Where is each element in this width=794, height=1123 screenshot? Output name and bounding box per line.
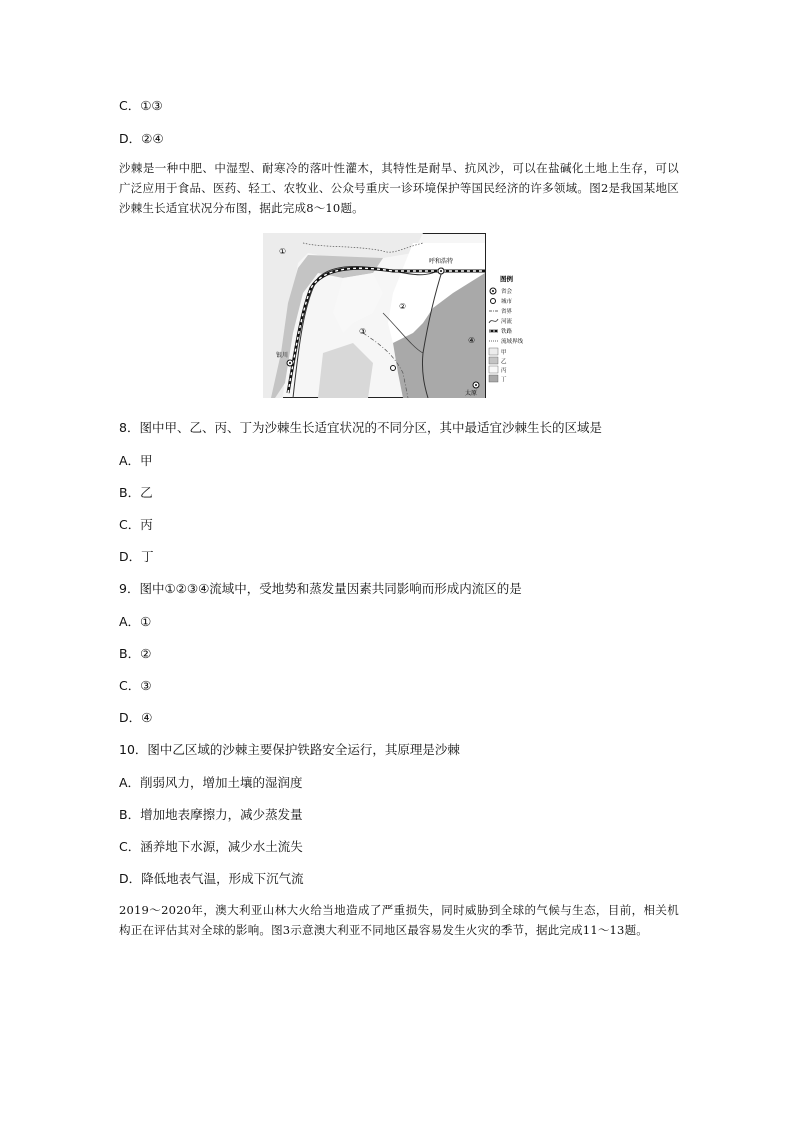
q9-option-c[interactable]: C．③ bbox=[119, 678, 152, 693]
legend-item-city: 城市 bbox=[501, 299, 513, 305]
city-label-taiyuan: 太原 bbox=[465, 390, 478, 397]
option-c-prev: C．①③ bbox=[119, 98, 163, 113]
q8-option-b[interactable]: B．乙 bbox=[119, 485, 153, 500]
intro-paragraph-australia: 2019～2020年，澳大利亚山林大火给当地造成了严重损失，同时威胁到全球的气候与生态，目前，相关机构正在评估其对全球的影响。图3示意澳大利亚不同地区最容易发生火灾的季节，据此完成11～13题。 bbox=[119, 903, 679, 937]
question-9-stem: 9．图中①②③④流域中，受地势和蒸发量因素共同影响而形成内流区的是 bbox=[119, 581, 522, 596]
map-legend-panel bbox=[488, 273, 554, 398]
q10-option-a[interactable]: A．削弱风力，增加土壤的湿润度 bbox=[119, 775, 303, 790]
q10-option-d[interactable]: D．降低地表气温，形成下沉气流 bbox=[119, 871, 304, 886]
q10-option-b[interactable]: B．增加地表摩擦力，减少蒸发量 bbox=[119, 807, 303, 822]
region-label-4: ④ bbox=[468, 336, 476, 345]
legend-item-basin: 流域界线 bbox=[501, 339, 524, 345]
option-d-prev: D．②④ bbox=[119, 131, 164, 146]
q8-option-a[interactable]: A．甲 bbox=[119, 453, 153, 468]
legend-zone-ding: 丁 bbox=[501, 377, 507, 383]
q10-option-c[interactable]: C．涵养地下水源，减少水土流失 bbox=[119, 839, 303, 854]
region-label-1: ① bbox=[279, 247, 287, 256]
legend-item-river: 河流 bbox=[501, 319, 513, 325]
region-label-3: ③ bbox=[359, 327, 367, 336]
legend-zone-jia: 甲 bbox=[501, 350, 507, 356]
q8-option-c[interactable]: C．丙 bbox=[119, 517, 153, 532]
city-label-hohhot: 呼和浩特 bbox=[429, 258, 454, 265]
q8-option-d[interactable]: D．丁 bbox=[119, 549, 154, 564]
legend-zone-bing: 丙 bbox=[501, 368, 507, 374]
q9-option-b[interactable]: B．② bbox=[119, 646, 152, 661]
intro-paragraph-shaji: 沙棘是一种中肥、中湿型、耐寒冷的落叶性灌木，其特性是耐旱、抗风沙，可以在盐碱化土地上生存，可以广泛应用于食品、医药、轻工、农牧业、公众号重庆一诊环境保护等国民经济的许多领域。图2是我国某地区沙棘生长适宜状况分布图，据此完成8～10题。 bbox=[119, 161, 679, 215]
question-8-stem: 8．图中甲、乙、丙、丁为沙棘生长适宜状况的不同分区，其中最适宜沙棘生长的区域是 bbox=[119, 420, 602, 435]
q9-option-a[interactable]: A．① bbox=[119, 614, 152, 629]
legend-item-railway: 铁路 bbox=[501, 329, 513, 335]
region-label-2: ② bbox=[399, 302, 407, 311]
shaji-distribution-map bbox=[263, 233, 486, 398]
question-10-stem: 10．图中乙区域的沙棘主要保护铁路安全运行，其原理是沙棘 bbox=[119, 742, 460, 757]
city-label-yinchuan: 银川 bbox=[276, 352, 289, 359]
legend-zone-yi: 乙 bbox=[501, 359, 507, 365]
legend-item-province-border: 省界 bbox=[501, 309, 513, 315]
legend-heading: 图例 bbox=[500, 275, 513, 283]
legend-item-capital: 省会 bbox=[501, 289, 513, 295]
city-marker bbox=[391, 366, 396, 371]
q9-option-d[interactable]: D．④ bbox=[119, 710, 153, 725]
